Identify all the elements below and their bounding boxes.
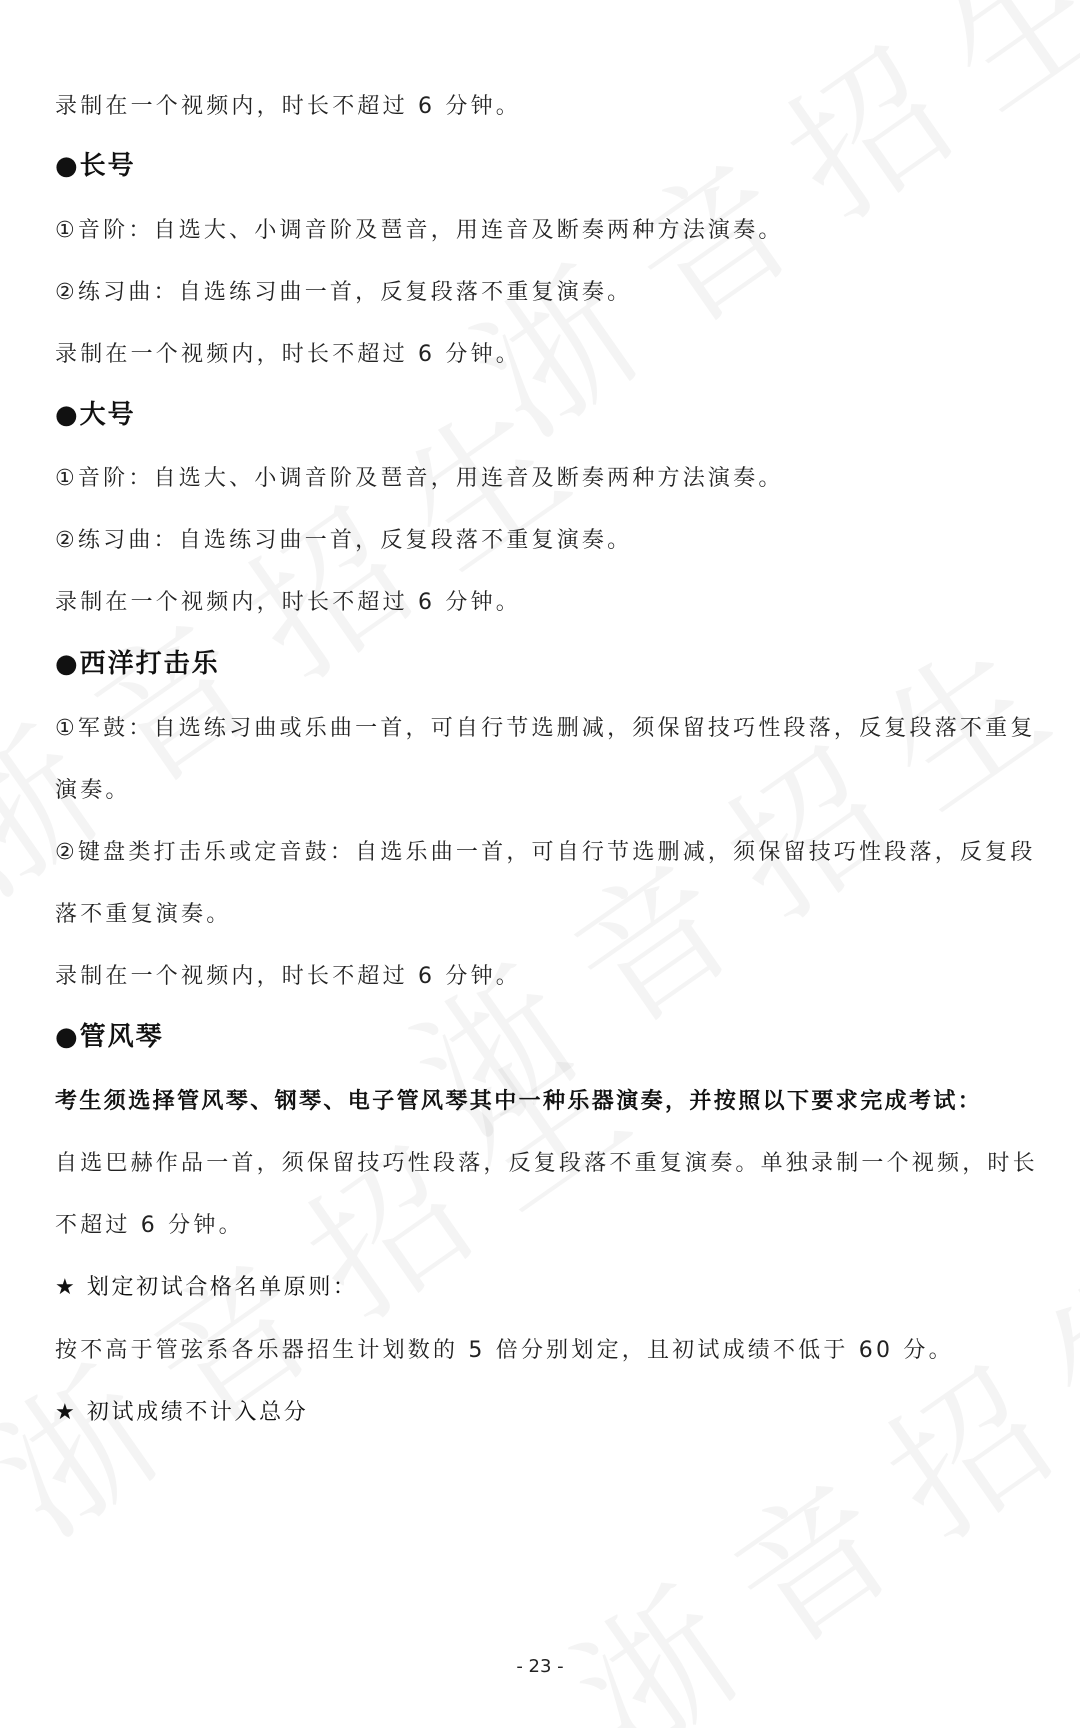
paragraph: ②练习曲：自选练习曲一首，反复段落不重复演奏。: [55, 528, 633, 553]
paragraph: 录制在一个视频内，时长不超过 6 分钟。: [55, 964, 521, 989]
paragraph: 不超过 6 分钟。: [55, 1213, 244, 1238]
section-heading-organ: ●管风琴: [55, 1022, 164, 1052]
paragraph: 录制在一个视频内，时长不超过 6 分钟。: [55, 342, 521, 367]
section-heading-tuba: ●大号: [55, 400, 136, 430]
paragraph: ①军鼓：自选练习曲或乐曲一首，可自行节选删减，须保留技巧性段落，反复段落不重复: [55, 716, 1036, 741]
paragraph: 落不重复演奏。: [55, 902, 232, 927]
paragraph: 录制在一个视频内，时长不超过 6 分钟。: [55, 590, 521, 615]
section-heading-percussion: ●西洋打击乐: [55, 649, 220, 679]
organ-requirement: 考生须选择管风琴、钢琴、电子管风琴其中一种乐器演奏，并按照以下要求完成考试：: [55, 1089, 983, 1114]
paragraph: ①音阶：自选大、小调音阶及琶音，用连音及断奏两种方法演奏。: [55, 466, 784, 491]
page-number: - 23 -: [516, 1656, 564, 1677]
section-heading-trombone: ●长号: [55, 151, 136, 181]
paragraph: 自选巴赫作品一首，须保留技巧性段落，反复段落不重复演奏。单独录制一个视频，时长: [55, 1151, 1038, 1176]
watermark: [527, 1182, 1080, 1728]
watermark: [0, 962, 693, 1575]
paragraph: 演奏。: [55, 778, 131, 803]
score-note: ★ 初试成绩不计入总分: [55, 1400, 309, 1425]
paragraph: 录制在一个视频内，时长不超过 6 分钟。: [55, 94, 521, 119]
qualification-principle-heading: ★ 划定初试合格名单原则：: [55, 1275, 358, 1300]
paragraph: 按不高于管弦系各乐器招生计划数的 5 倍分别划定，且初试成绩不低于 60 分。: [55, 1338, 954, 1363]
paragraph: ②练习曲：自选练习曲一首，反复段落不重复演奏。: [55, 280, 633, 305]
paragraph: ②键盘类打击乐或定音鼓：自选乐曲一首，可自行节选删减，须保留技巧性段落，反复段: [55, 840, 1036, 865]
paragraph: ①音阶：自选大、小调音阶及琶音，用连音及断奏两种方法演奏。: [55, 218, 784, 243]
watermark: [367, 562, 1080, 1175]
